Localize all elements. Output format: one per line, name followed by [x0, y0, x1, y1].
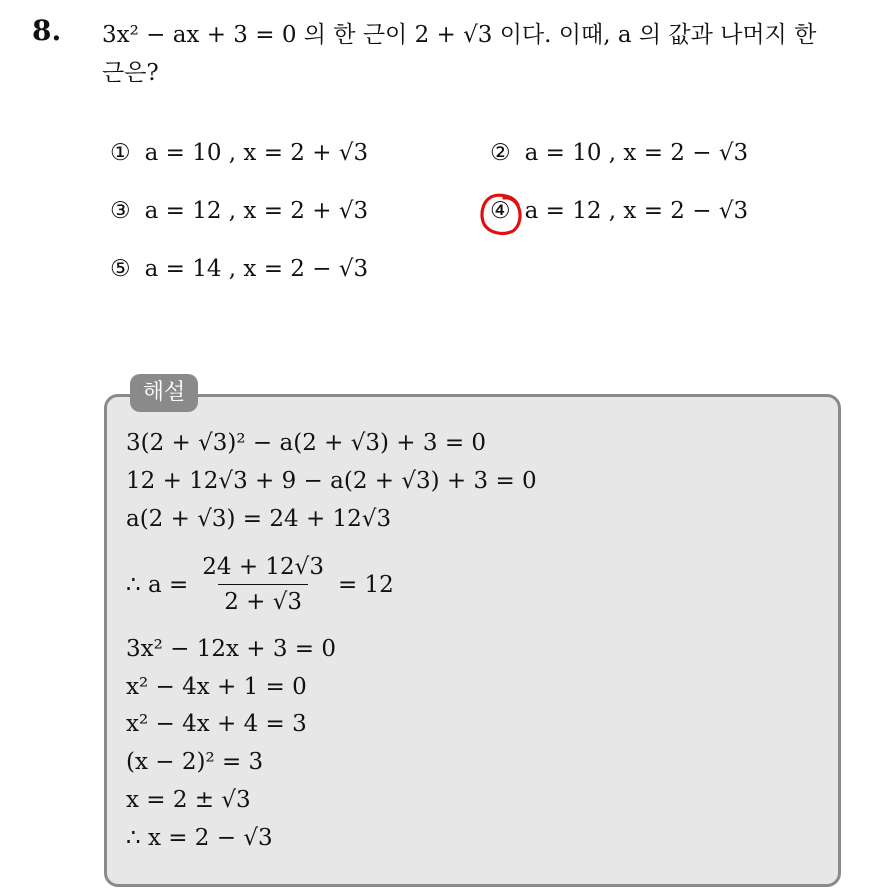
fraction-denominator: 2 + √3: [218, 584, 308, 615]
question-line-1: 3x² − ax + 3 = 0 의 한 근이 2 + √3 이다. 이때, a 의 값과 나머지 한: [102, 22, 817, 48]
solution-tag: 해설: [130, 374, 198, 412]
answer-mark-circle: [478, 191, 524, 237]
choice-2-text: a = 10 , x = 2 − √3: [524, 140, 749, 166]
solution-line-5: 3x² − 12x + 3 = 0: [126, 636, 337, 662]
solution-line-3: a(2 + √3) = 24 + 12√3: [126, 506, 392, 532]
choice-5-text: a = 14 , x = 2 − √3: [144, 256, 369, 282]
choice-3[interactable]: [110, 198, 368, 224]
solution-line-7: x² − 4x + 4 = 3: [126, 711, 307, 737]
question-line-2: 근은?: [102, 60, 159, 86]
fraction-prefix: ∴ a =: [126, 571, 189, 598]
choice-2-number: ②: [490, 140, 511, 166]
choice-3-number: ③: [110, 198, 131, 224]
solution-line-1: 3(2 + √3)² − a(2 + √3) + 3 = 0: [126, 430, 487, 456]
question-number: 8.: [32, 14, 62, 47]
solution-line-6: x² − 4x + 1 = 0: [126, 674, 307, 700]
solution-line-9: x = 2 ± √3: [126, 787, 251, 813]
choice-2[interactable]: [490, 140, 748, 166]
solution-line-8: (x − 2)² = 3: [126, 749, 264, 775]
choice-5[interactable]: [110, 256, 368, 282]
choice-4-text: a = 12 , x = 2 − √3: [524, 198, 749, 224]
fraction-numerator: 24 + 12√3: [202, 554, 324, 580]
choice-5-number: ⑤: [110, 256, 131, 282]
choice-1-number: ①: [110, 140, 131, 166]
choice-4-number: ④: [490, 198, 511, 224]
fraction: [196, 554, 330, 615]
solution-line-4: [126, 554, 394, 615]
fraction-suffix: = 12: [337, 571, 394, 598]
choice-1-text: a = 10 , x = 2 + √3: [144, 140, 369, 166]
choice-3-text: a = 12 , x = 2 + √3: [144, 198, 369, 224]
choice-1[interactable]: [110, 140, 368, 166]
choice-4[interactable]: [490, 198, 748, 224]
solution-line-2: 12 + 12√3 + 9 − a(2 + √3) + 3 = 0: [126, 468, 537, 494]
solution-line-10: ∴ x = 2 − √3: [126, 825, 273, 851]
question-text: [102, 16, 872, 92]
